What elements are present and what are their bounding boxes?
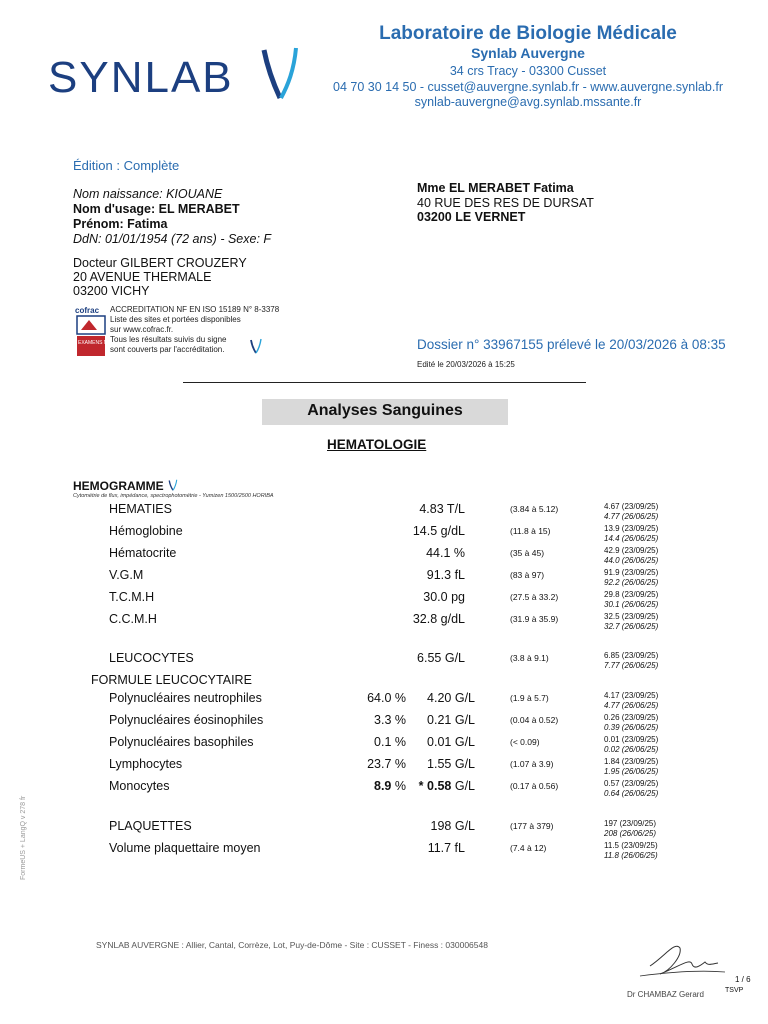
result-value: 4.83 T/L <box>419 502 465 516</box>
lab-address: 34 crs Tracy - 03300 Cusset <box>449 64 607 78</box>
history-1: 6.85 (23/09/25) <box>604 651 659 660</box>
tsvp-label: TSVP <box>725 987 744 994</box>
result-name: Polynucléaires neutrophiles <box>109 691 262 705</box>
result-reference: (1.07 à 3.9) <box>510 759 554 769</box>
history-1: 32.5 (23/09/25) <box>604 612 659 621</box>
history-2: 0.39 (26/06/25) <box>604 723 659 732</box>
result-value: 44.1 % <box>426 546 465 560</box>
result-name: Hématocrite <box>109 546 177 560</box>
cofrac-logo <box>75 304 131 360</box>
history-2: 14.4 (26/06/25) <box>604 534 659 543</box>
edited-date: Edité le 20/03/2026 à 15:25 <box>417 360 515 369</box>
patient-dob: DdN: 01/01/1954 (72 ans) - Sexe: F <box>73 232 272 246</box>
history-2: 11.8 (26/06/25) <box>604 851 658 860</box>
result-reference: (177 à 379) <box>510 821 554 831</box>
result-reference: (11.8 à 15) <box>510 526 551 536</box>
hemogramme-title: HEMOGRAMME <box>73 479 179 493</box>
history-1: 29.8 (23/09/25) <box>604 590 659 599</box>
result-name: Hémoglobine <box>109 524 183 538</box>
history-1: 11.5 (23/09/25) <box>604 841 658 850</box>
logo-mark-left <box>264 50 280 98</box>
result-value: 0.01 G/L <box>427 735 475 749</box>
result-name: V.G.M <box>109 568 144 582</box>
address-city: 03200 LE VERNET <box>417 210 526 224</box>
result-value: 30.0 pg <box>423 590 465 604</box>
history-2: 1.95 (26/06/25) <box>604 767 659 776</box>
accreditation-line-1: ACCREDITATION NF EN ISO 15189 N° 8-3378 <box>110 305 280 314</box>
hemogramme-method: Cytométrie de flux, impédance, spectrophotométrie - Yumizen 1500/2500 HORIBA <box>73 493 274 499</box>
history-1: 1.84 (23/09/25) <box>604 757 659 766</box>
accreditation-line-5: sont couverts par l'accréditation. <box>110 345 225 354</box>
section-title: HEMATOLOGIE <box>327 437 427 452</box>
lab-contact[interactable]: 04 70 30 14 50 - cusset@auvergne.synlab.fr - www.auvergne.synlab.fr <box>333 80 723 94</box>
formule-title: FORMULE LEUCOCYTAIRE <box>91 673 252 687</box>
patient-first-name: Prénom: Fatima <box>73 217 168 231</box>
result-name: Lymphocytes <box>109 757 183 771</box>
result-reference: (0.17 à 0.56) <box>510 781 559 791</box>
result-name: PLAQUETTES <box>109 819 192 833</box>
edition-label: Édition : Complète <box>73 158 180 173</box>
lab-subtitle: Synlab Auvergne <box>471 45 585 61</box>
abnormal-flag: * <box>418 779 424 793</box>
result-reference: (3.84 à 5.12) <box>510 504 559 514</box>
history-2: 32.7 (26/06/25) <box>604 622 659 631</box>
history-2: 92.2 (26/06/25) <box>604 578 659 587</box>
result-reference: (3.8 à 9.1) <box>510 653 549 663</box>
result-value: 11.7 fL <box>427 841 465 855</box>
history-1: 0.57 (23/09/25) <box>604 779 659 788</box>
result-row-monocytes <box>0 779 768 801</box>
history-2: 4.77 (26/06/25) <box>604 512 659 521</box>
side-reference: FormeUS + LangQ v 278 fr <box>20 795 27 880</box>
result-row <box>0 713 768 735</box>
result-value: 6.55 G/L <box>417 651 465 665</box>
address-street: 40 RUE DES RES DE DURSAT <box>417 196 594 210</box>
history-2: 7.77 (26/06/25) <box>604 661 659 670</box>
lab-email[interactable]: synlab-auvergne@avg.synlab.mssante.fr <box>414 95 642 109</box>
result-percent: 3.3 % <box>374 713 406 727</box>
accreditation-line-4: Tous les résultats suivis du signe <box>110 335 227 344</box>
logo-mark-right <box>281 48 296 98</box>
result-value: 1.55 G/L <box>427 757 475 771</box>
result-value: 91.3 fL <box>426 568 465 582</box>
accreditation-mark-icon <box>167 479 179 491</box>
history-2: 4.77 (26/06/25) <box>604 701 659 710</box>
result-percent: 23.7 % <box>367 757 406 771</box>
result-reference: (< 0.09) <box>510 737 540 747</box>
result-row <box>0 590 768 612</box>
result-name: Volume plaquettaire moyen <box>109 841 261 855</box>
result-value: 4.20 G/L <box>427 691 475 705</box>
result-reference: (31.9 à 35.9) <box>510 614 559 624</box>
address-name: Mme EL MERABET Fatima <box>417 181 574 195</box>
dossier-number: Dossier n° 33967155 prélevé le 20/03/2026 à 08:35 <box>417 337 726 352</box>
lab-title: Laboratoire de Biologie Médicale <box>379 23 677 44</box>
result-percent: 64.0 % <box>367 691 406 705</box>
result-name: C.C.M.H <box>109 612 157 626</box>
result-value: 0.21 G/L <box>427 713 475 727</box>
history-1: 0.01 (23/09/25) <box>604 735 659 744</box>
result-reference: (35 à 45) <box>510 548 545 558</box>
signature-doctor: Dr CHAMBAZ Gerard <box>627 990 704 999</box>
history-1: 0.26 (23/09/25) <box>604 713 659 722</box>
result-value: 14.5 g/dL <box>412 524 465 538</box>
result-reference: (0.04 à 0.52) <box>510 715 559 725</box>
page-number: 1 / 6 <box>735 975 751 984</box>
cofrac-exam-text: EXAMENS MÉDICAUX <box>78 340 131 346</box>
logo-text: SYNLAB <box>48 53 234 102</box>
history-1: 4.67 (23/09/25) <box>604 502 659 511</box>
separator-line <box>183 382 586 383</box>
result-row <box>0 651 768 673</box>
result-name: T.C.M.H <box>109 590 155 604</box>
patient-birth-name: Nom naissance: KIOUANE <box>73 187 223 201</box>
result-value: 198 G/L <box>430 819 475 833</box>
history-2: 0.02 (26/06/25) <box>604 745 659 754</box>
result-value: * 0.58 G/L <box>418 779 475 793</box>
synlab-logo <box>48 40 310 104</box>
result-name: Monocytes <box>109 779 170 793</box>
result-row <box>0 612 768 634</box>
accreditation-line-2: Liste des sites et portées disponibles <box>110 315 241 324</box>
history-2: 30.1 (26/06/25) <box>604 600 659 609</box>
result-row <box>0 524 768 546</box>
result-reference: (1.9 à 5.7) <box>510 693 549 703</box>
result-row <box>0 841 768 863</box>
result-value: 32.8 g/dL <box>412 612 465 626</box>
doctor-name: Docteur GILBERT CROUZERY <box>73 256 247 270</box>
result-name: LEUCOCYTES <box>109 651 194 665</box>
cofrac-text: cofrac <box>75 306 100 315</box>
result-name: HEMATIES <box>109 502 172 516</box>
result-row <box>0 546 768 568</box>
result-row <box>0 691 768 713</box>
patient-usage-name: Nom d'usage: EL MERABET <box>73 202 240 216</box>
result-name: Polynucléaires éosinophiles <box>109 713 264 727</box>
history-2: 0.64 (26/06/25) <box>604 789 659 798</box>
result-percent: 8.9 % <box>374 779 406 793</box>
result-reference: (7.4 à 12) <box>510 843 547 853</box>
result-row <box>0 735 768 757</box>
result-row <box>0 568 768 590</box>
accreditation-mark-icon <box>249 338 263 354</box>
history-1: 4.17 (23/09/25) <box>604 691 659 700</box>
result-reference: (83 à 97) <box>510 570 545 580</box>
footer-text: SYNLAB AUVERGNE : Allier, Cantal, Corrèze, Lot, Puy-de-Dôme - Site : CUSSET - Finess : 030006548 <box>96 940 488 950</box>
history-1: 13.9 (23/09/25) <box>604 524 659 533</box>
accreditation-line-3[interactable]: sur www.cofrac.fr. <box>110 325 174 334</box>
result-percent: 0.1 % <box>374 735 406 749</box>
history-2: 208 (26/06/25) <box>604 829 657 838</box>
history-1: 91.9 (23/09/25) <box>604 568 659 577</box>
report-title: Analyses Sanguines <box>307 402 463 419</box>
result-row <box>0 819 768 841</box>
result-reference: (27.5 à 33.2) <box>510 592 559 602</box>
result-row <box>0 757 768 779</box>
doctor-city: 03200 VICHY <box>73 284 150 298</box>
doctor-street: 20 AVENUE THERMALE <box>73 270 212 284</box>
signature-image <box>630 936 730 986</box>
history-1: 197 (23/09/25) <box>604 819 657 828</box>
history-1: 42.9 (23/09/25) <box>604 546 659 555</box>
result-row <box>0 502 768 524</box>
history-2: 44.0 (26/06/25) <box>604 556 659 565</box>
result-name: Polynucléaires basophiles <box>109 735 254 749</box>
